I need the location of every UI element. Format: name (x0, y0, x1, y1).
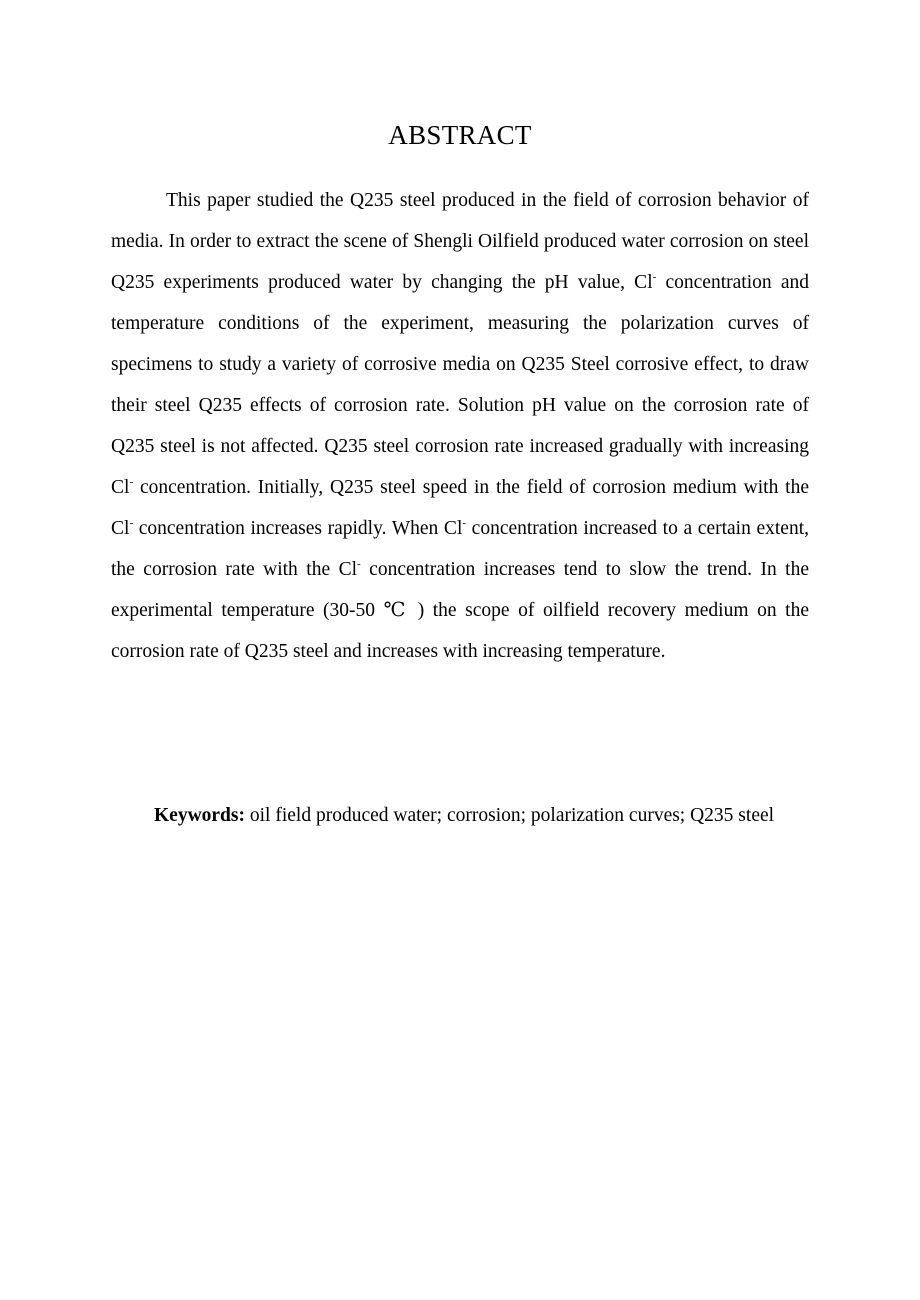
keywords-paragraph (111, 795, 809, 836)
abstract-text-segment: concentration increases rapidly. When Cl (133, 518, 463, 539)
abstract-paragraph (111, 180, 809, 672)
keywords-text: oil field produced water; corrosion; polarization curves; Q235 steel (245, 805, 775, 826)
chloride-charge-superscript: - (357, 558, 361, 570)
abstract-title: ABSTRACT (388, 120, 532, 150)
keywords-label: Keywords: (154, 805, 245, 826)
chloride-charge-superscript: - (462, 517, 467, 529)
abstract-text-segment: concentration and temperature conditions of the experiment, measuring the polarization curves of specimens to study a variety of corrosive media on Q235 Steel corrosive effect, to draw their steel Q235 effects of corrosion rate. Solution pH value on the corrosion rate of Q235 steel is not affected. Q235 steel corrosion rate increased gradually with increasing Cl (111, 272, 809, 498)
abstract-text-segment: This paper studied the Q235 steel produced in the field of corrosion behavior of media. In order to extract the scene of Shengli Oilfield produced water corrosion on steel Q235 experiments produced water by changing the pH value, Cl (111, 190, 809, 293)
chloride-charge-superscript: - (652, 271, 657, 283)
abstract-text-segment: concentration. Initially, Q235 steel speed in the field of corrosion medium with the Cl (111, 477, 809, 539)
chloride-charge-superscript: - (129, 517, 134, 529)
chloride-charge-superscript: - (129, 476, 134, 488)
abstract-text-segment: concentration increases tend to slow the trend. In the experimental temperature (30-50 ℃ ) the scope of oilfield recovery medium on the corrosion rate of Q235 steel and increases with increasing temperature. (111, 559, 809, 662)
abstract-text-segment: concentration increased to a certain extent, the corrosion rate with the Cl (111, 518, 809, 580)
